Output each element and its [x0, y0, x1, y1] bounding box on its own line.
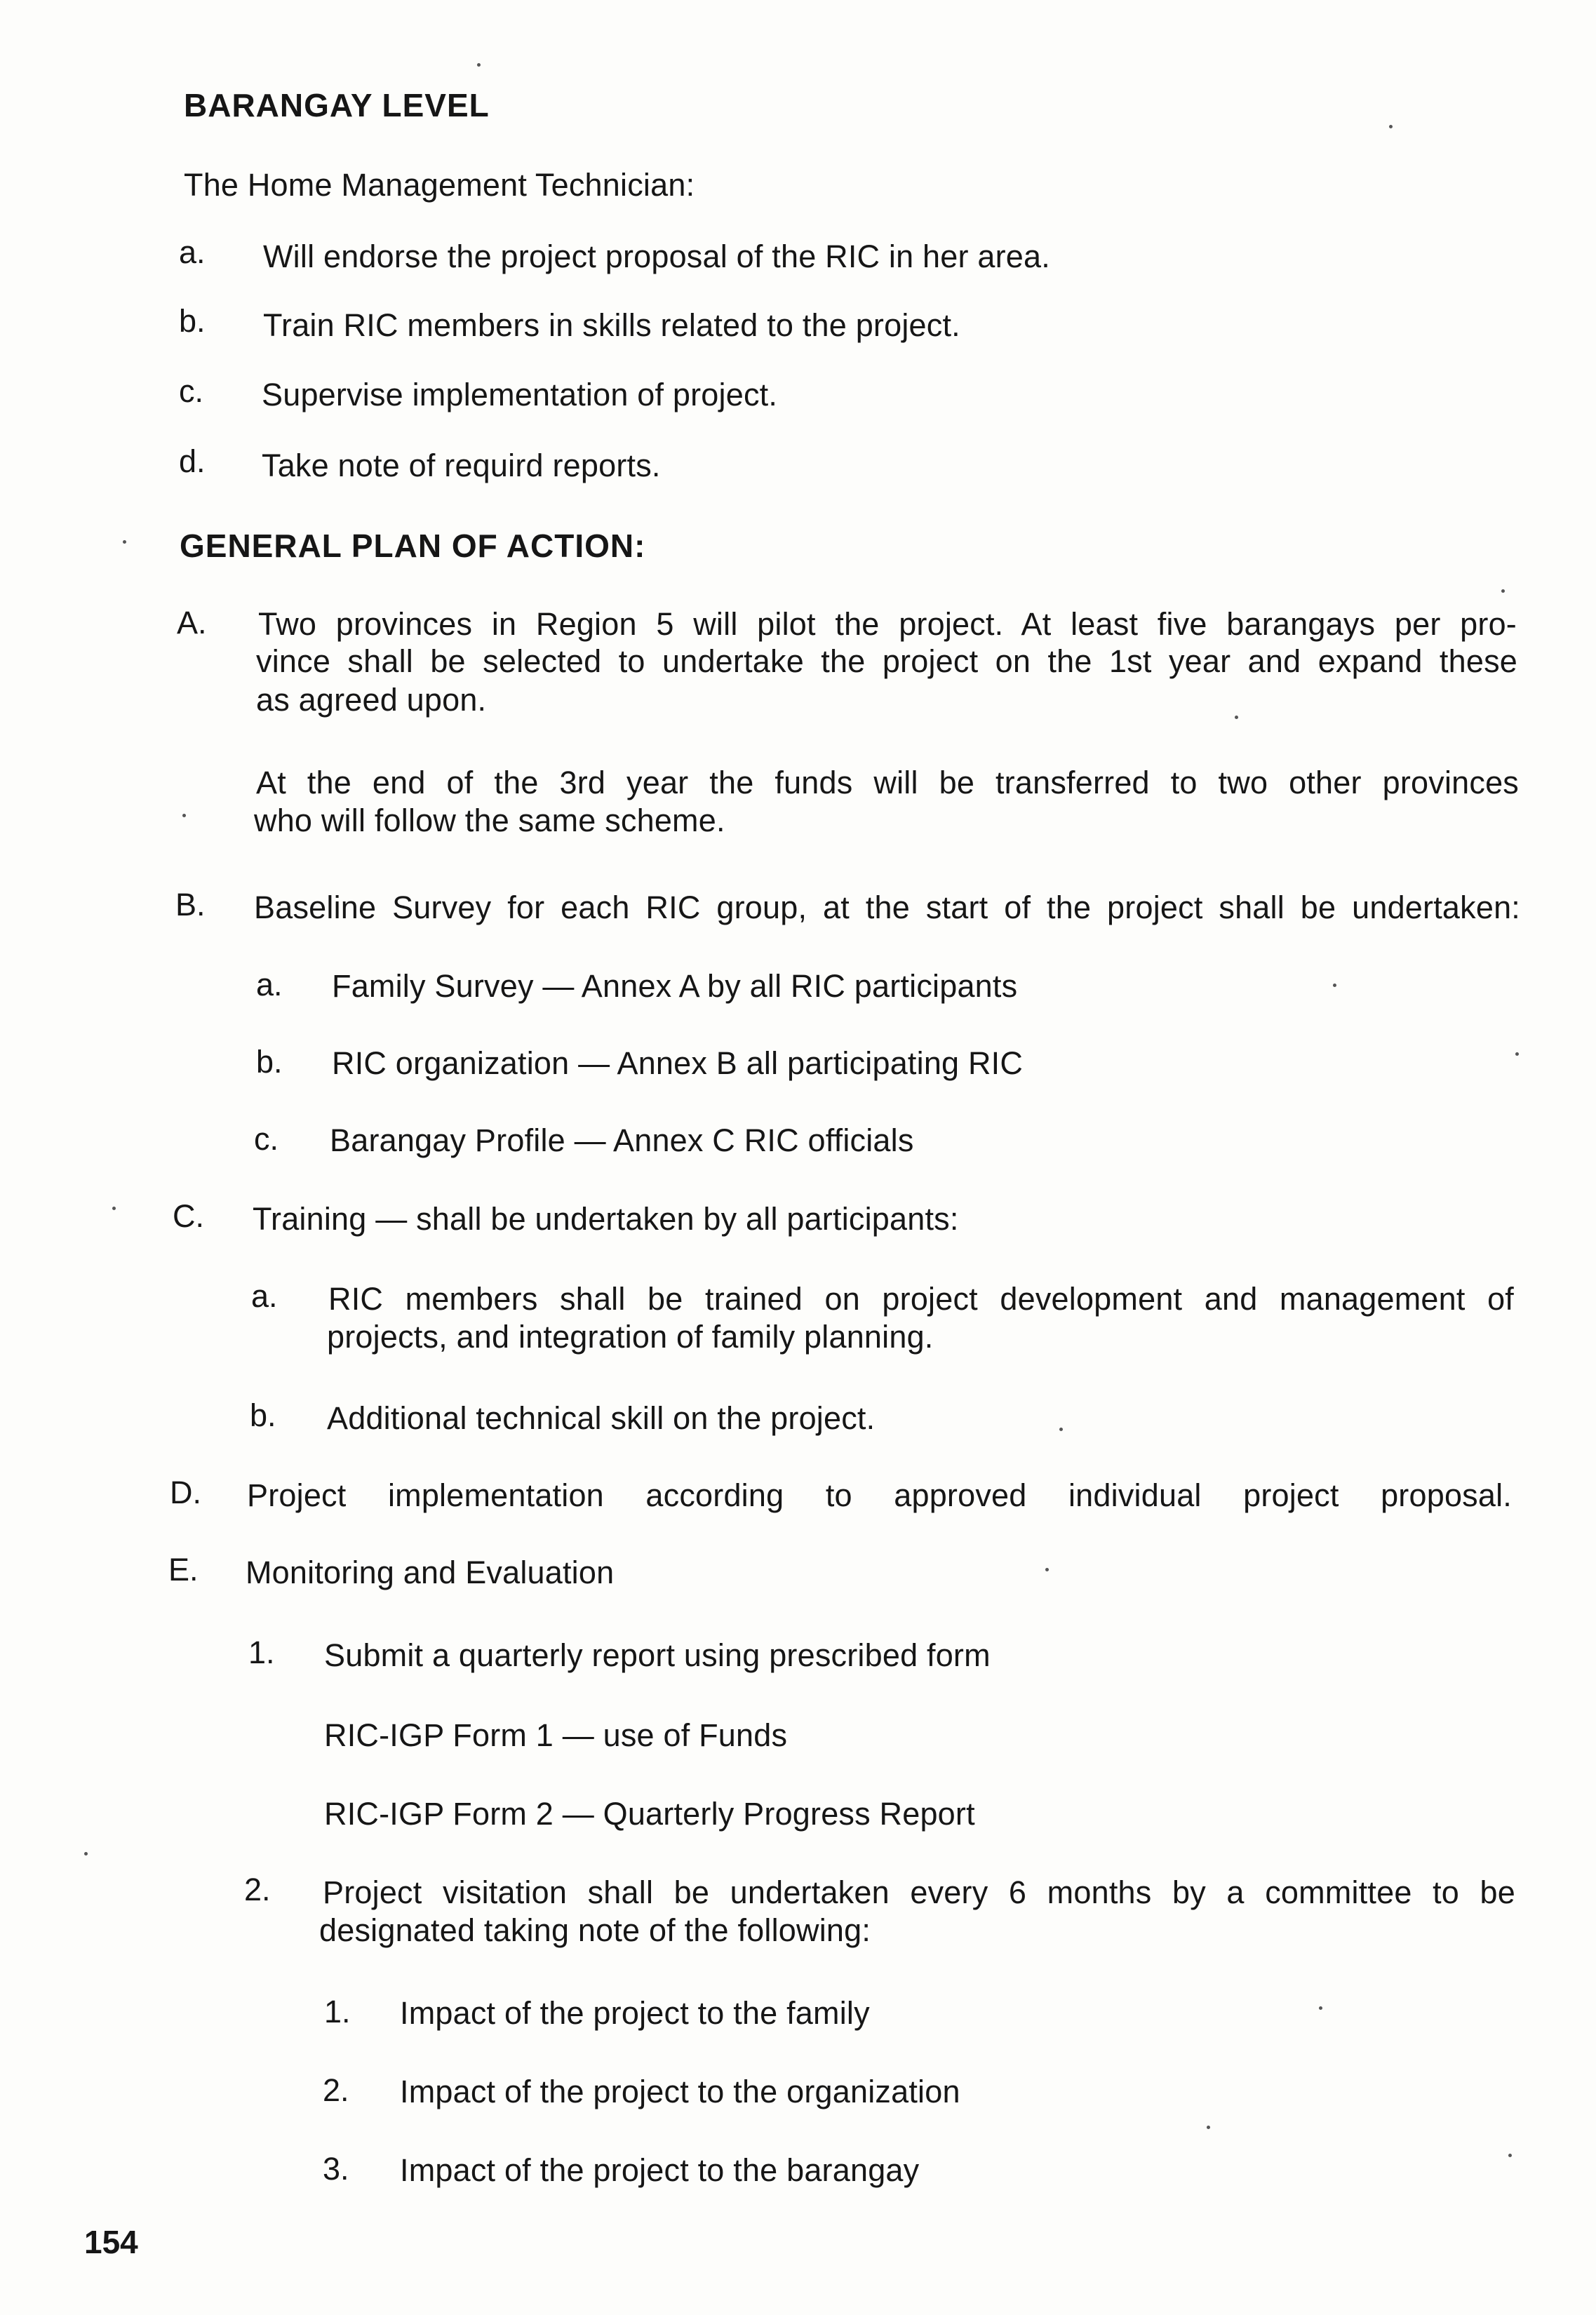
section-b-item-c-marker: c. — [254, 1121, 279, 1157]
hmt-item-c-text: Supervise implementation of project. — [262, 377, 778, 412]
hmt-item-c-marker: c. — [179, 373, 204, 409]
section-c-item-a-line-2: projects, and integration of family planning. — [327, 1319, 934, 1355]
section-c-text: Training — shall be undertaken by all participants: — [253, 1201, 959, 1237]
scan-speck — [1508, 2154, 1512, 2157]
visitation-item-3-text: Impact of the project to the barangay — [400, 2152, 920, 2188]
section-e-item1-text: Submit a quarterly report using prescribed form — [324, 1637, 991, 1673]
scan-speck — [477, 63, 481, 67]
section-e-form-2: RIC-IGP Form 2 — Quarterly Progress Report — [324, 1796, 975, 1832]
hmt-item-b-marker: b. — [179, 303, 206, 339]
scan-speck — [1059, 1428, 1063, 1431]
section-a-marker: A. — [177, 605, 207, 640]
visitation-item-3-marker: 3. — [323, 2151, 349, 2187]
hmt-item-a-marker: a. — [179, 234, 206, 270]
section-e-marker: E. — [168, 1552, 199, 1588]
scan-speck — [1333, 984, 1336, 987]
section-b-item-c-text: Barangay Profile — Annex C RIC officials — [330, 1122, 914, 1158]
section-b-text: Baseline Survey for each RIC group, at the start of the project shall be undertaken: — [254, 890, 1520, 925]
hmt-item-d-marker: d. — [179, 443, 206, 479]
visitation-item-1-marker: 1. — [324, 1994, 351, 2029]
section-b-marker: B. — [175, 887, 206, 922]
scan-speck — [1319, 2006, 1322, 2010]
section-d-marker: D. — [170, 1475, 201, 1510]
scan-speck — [123, 540, 126, 544]
scan-speck — [112, 1207, 116, 1210]
section-a-para2-line-2: who will follow the same scheme. — [254, 803, 725, 838]
hmt-item-b-text: Train RIC members in skills related to the project. — [263, 307, 960, 343]
section-b-item-a-marker: a. — [256, 967, 283, 1002]
section-c-item-b-text: Additional technical skill on the project. — [327, 1400, 876, 1436]
section-e-form-1: RIC-IGP Form 1 — use of Funds — [324, 1717, 788, 1753]
section-c-item-b-marker: b. — [250, 1397, 276, 1433]
section-b-item-b-text: RIC organization — Annex B all participating RIC — [332, 1045, 1024, 1081]
section-a-line-1: Two provinces in Region 5 will pilot the project. At least five barangays per pro- — [258, 606, 1517, 642]
section-c-item-a-line-1: RIC members shall be trained on project development and management of — [328, 1281, 1514, 1317]
visitation-item-2-text: Impact of the project to the organization — [400, 2074, 960, 2109]
section-c-item-a-marker: a. — [251, 1278, 278, 1314]
scan-speck — [1515, 1052, 1519, 1056]
section-c-marker: C. — [173, 1198, 204, 1234]
section-e-text: Monitoring and Evaluation — [246, 1555, 615, 1590]
section-a-line-2: vince shall be selected to undertake the project on the 1st year and expand these — [256, 643, 1517, 679]
visitation-item-2-marker: 2. — [323, 2072, 349, 2108]
hmt-intro: The Home Management Technician: — [184, 167, 695, 203]
scan-speck — [182, 814, 186, 817]
barangay-level-heading: BARANGAY LEVEL — [184, 87, 490, 123]
section-e-item1-marker: 1. — [248, 1635, 275, 1670]
section-d-text: Project implementation according to approved individual project proposal. — [247, 1477, 1512, 1513]
visitation-item-1-text: Impact of the project to the family — [400, 1995, 870, 2031]
page-number: 154 — [84, 2224, 138, 2260]
section-a-para2-line-1: At the end of the 3rd year the funds will be transferred to two other provinces — [256, 765, 1519, 800]
section-b-item-a-text: Family Survey — Annex A by all RIC participants — [332, 968, 1018, 1004]
scan-speck — [1389, 125, 1393, 128]
section-e-item2-line-2: designated taking note of the following: — [319, 1912, 871, 1948]
scan-speck — [1501, 589, 1505, 593]
section-e-item2-marker: 2. — [244, 1872, 271, 1907]
hmt-item-d-text: Take note of requird reports. — [262, 448, 661, 483]
section-b-item-b-marker: b. — [256, 1044, 283, 1080]
hmt-item-a-text: Will endorse the project proposal of the RIC in her area. — [263, 239, 1050, 274]
scan-speck — [1045, 1568, 1049, 1571]
scan-speck — [84, 1852, 88, 1856]
scan-speck — [1207, 2126, 1210, 2129]
general-plan-heading: GENERAL PLAN OF ACTION: — [180, 528, 646, 564]
scan-speck — [1235, 716, 1238, 719]
section-a-line-3: as agreed upon. — [256, 682, 487, 718]
section-e-item2-line-1: Project visitation shall be undertaken every 6 months by a committee to be — [323, 1874, 1515, 1910]
